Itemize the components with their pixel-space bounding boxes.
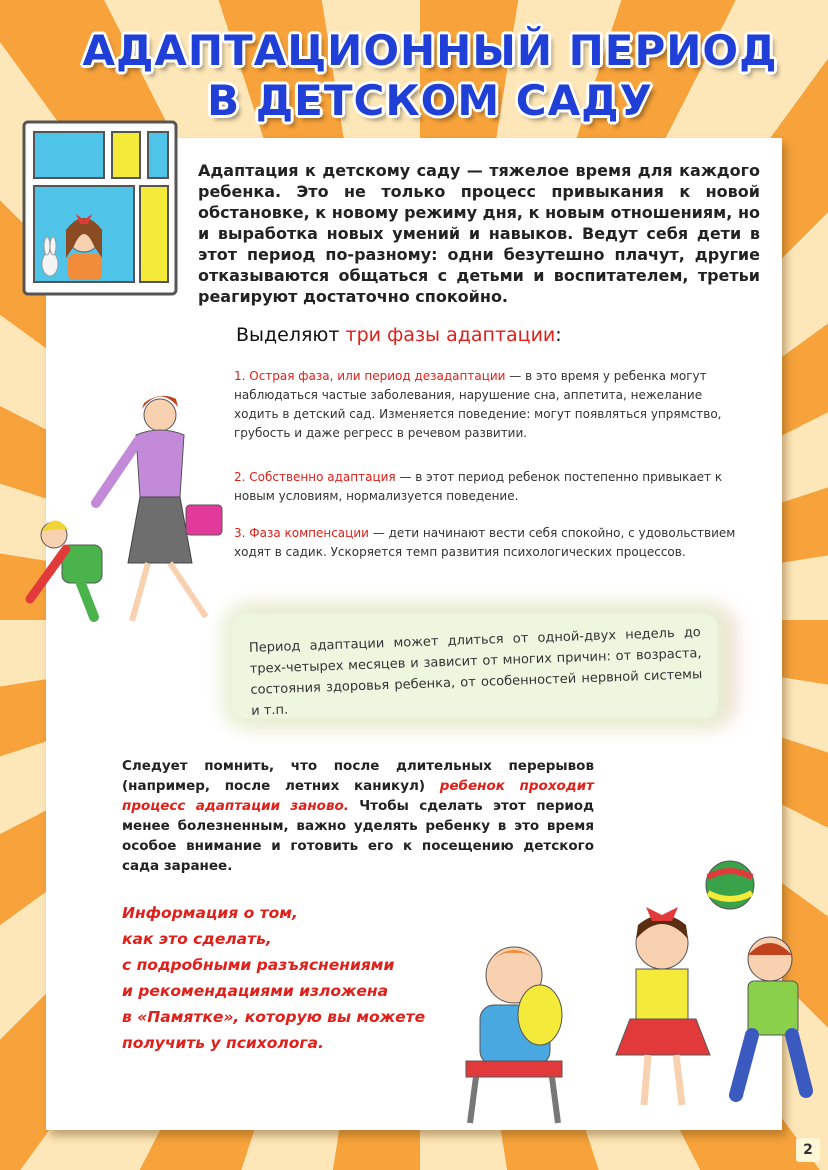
remember-text-part-1: Следует помнить, что после длительных перерывов (например, после летних каникул) [122, 758, 594, 794]
phases-heading [236, 324, 562, 346]
info-line: с подробными разъяснениями [122, 956, 395, 974]
phases-heading-highlight: три фазы адаптации [345, 324, 556, 346]
period-note-text: Период адаптации может длиться от одной-двух недель до трех-четырех месяцев и зависит от многих причин: от возраста, состояния здоровья ребенка, от особенностей нервной системы и т.п. [248, 625, 703, 719]
phase-name: 3. Фаза компенсации [234, 526, 369, 540]
info-line: Информация о том, [122, 904, 298, 922]
phases-heading-prefix: Выделяют [236, 324, 340, 346]
info-line: в «Памятке», которую вы можете [122, 1008, 426, 1026]
phase-name: 2. Собственно адаптация [234, 470, 396, 484]
phase-text: — в это время у ребенка могут наблюдаться частые заболевания, нарушение сна, аппетита, нежелание ходить в детский сад. Изменяется поведение: могут появляться упрямство, грубость и даже регресс в речевом развитии. [234, 369, 722, 440]
page-title-line-2: В ДЕТСКОМ САДУ [207, 76, 653, 125]
remember-highlight: ребенок проходит процесс адаптации заново. [122, 778, 594, 814]
phase-name: 1. Острая фаза, или период дезадаптации [234, 369, 506, 383]
page-title-line-1: АДАПТАЦИОННЫЙ ПЕРИОД [82, 26, 778, 75]
phases-heading-suffix: : [555, 324, 562, 346]
info-line: и рекомендациями изложена [122, 982, 389, 1000]
remember-text-part-2: Чтобы сделать этот период менее болезненным, важно уделять ребенку в это время особое внимание и готовить его к посещению детского сада заранее. [122, 798, 594, 874]
phase-item-adaptation [234, 468, 746, 506]
phase-text: — дети начинают вести себя спокойно, с удовольствием ходят в садик. Ускоряется темп развития психологических процессов. [234, 526, 736, 559]
info-line: как это сделать, [122, 930, 272, 948]
period-note-box [232, 614, 718, 718]
intro-paragraph: Адаптация к детскому саду — тяжелое время для каждого ребенка. Это не только процесс привыкания к новой обстановке, к новому режиму дня, к новым отношениям, но и выработка новых умений и навыков. Ведут себя дети в этот период по-разному: одни безутешно плачут, другие отказываются общаться с детьми и воспитателем, третьи реагируют достаточно спокойно. [198, 161, 760, 306]
page-number: 2 [796, 1138, 820, 1162]
info-line: получить у психолога. [122, 1034, 324, 1052]
phase-item-compensation [234, 524, 746, 562]
phase-item-acute [234, 367, 746, 443]
psychologist-info [122, 900, 442, 1056]
girl-in-window-illustration [20, 118, 180, 298]
phase-text: — в этот период ребенок постепенно привыкает к новым условиям, нормализуется поведение. [234, 470, 723, 503]
mother-with-child-illustration [10, 385, 240, 635]
playing-kids-illustration [440, 855, 820, 1130]
